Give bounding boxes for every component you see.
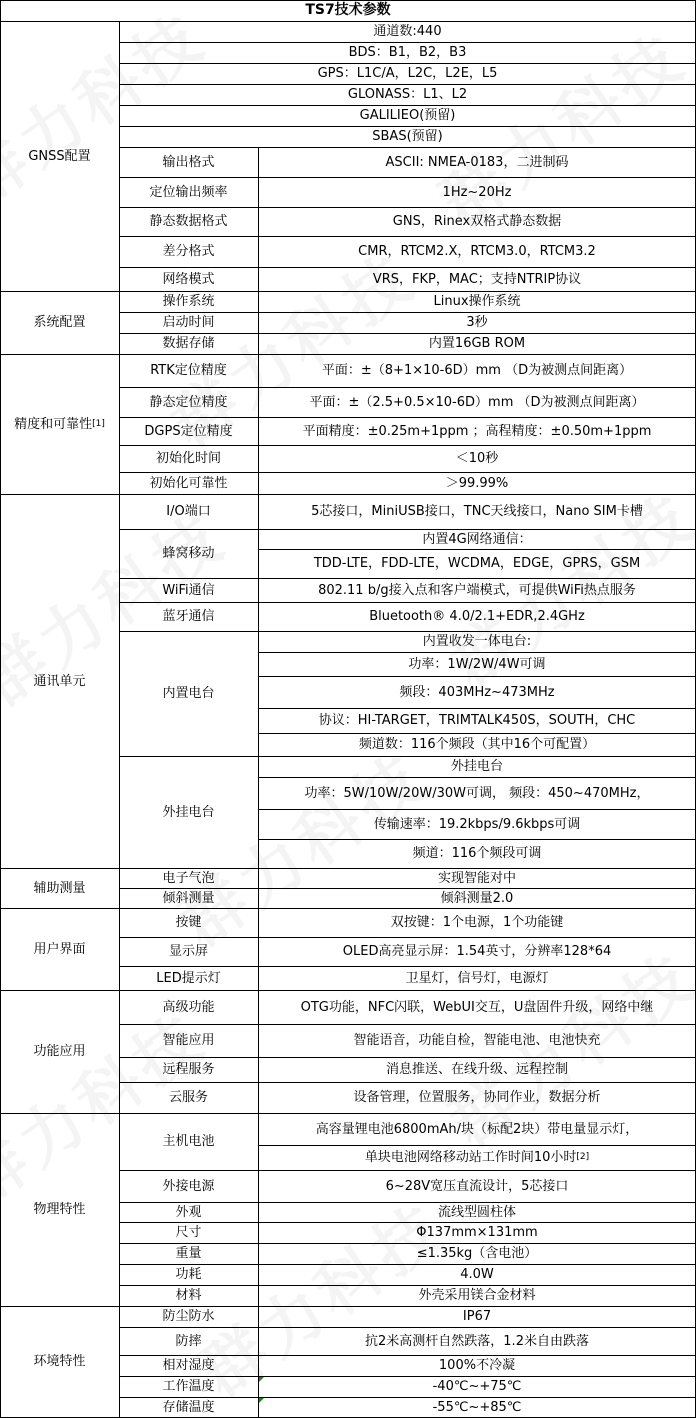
value-cell: Bluetooth® 4.0/2.1+EDR,2.4GHz — [369, 609, 585, 624]
footnote-ref: [2] — [576, 1152, 590, 1162]
value-cell: 传输速率：19.2kbps/9.6kbps可调 — [373, 816, 581, 832]
value-cell: 功率：5W/10W/20W/30W可调， 频段：450~470MHz， — [304, 785, 650, 801]
label-cell: 重量 — [175, 1246, 202, 1261]
value-cell: GNS，Rinex双格式静态数据 — [392, 214, 562, 229]
value-cell: TDD-LTE，FDD-LTE，WCDMA，EDGE，GPRS，GSM — [313, 556, 641, 571]
table-title: TS7技术参数 — [305, 2, 391, 18]
battery-runtime: 单块电池网络移动站工作时间10小时 — [364, 1150, 577, 1165]
value-cell: 频道数：116个频段（其中16个可配置） — [358, 737, 596, 752]
label-cell: 主机电池 — [162, 1134, 215, 1149]
label-cell: LED提示灯 — [156, 970, 221, 986]
value-cell: 6~28V宽压直流设计，5芯接口 — [385, 1178, 569, 1194]
label-cell: 网络模式 — [162, 271, 215, 287]
value-cell: 平面：±（2.5+0.5×10-6D）mm （D为被测点间距离） — [309, 394, 645, 410]
label-cell: 初始化可靠性 — [149, 475, 228, 491]
section-gnss: GNSS配置 — [28, 148, 91, 164]
value-cell: OLED高亮显示屏：1.54英寸，分辨率128*64 — [342, 944, 612, 959]
section-accuracy — [0, 354, 119, 494]
value-cell: 高容量锂电池6800mAh/块（标配2块）带电量显示灯， — [315, 1121, 639, 1137]
value-cell: ≤1.35kg（含电池） — [416, 1246, 538, 1261]
section-comm: 通讯单元 — [33, 673, 86, 689]
value-cell: 消息推送、在线升级、远程控制 — [385, 1062, 568, 1077]
label-cell: 云服务 — [168, 1090, 208, 1105]
label-cell: 存储温度 — [162, 1399, 215, 1415]
label-cell: 材料 — [175, 1288, 202, 1303]
value-cell: 内置4G网络通信： — [422, 531, 532, 547]
value-cell: 平面：±（8+1×10-6D）mm （D为被测点间距离） — [321, 363, 633, 378]
value-cell: ASCII: NMEA-0183，二进制码 — [385, 154, 569, 170]
label-cell: 相对湿度 — [162, 1358, 215, 1373]
value-cell: 100%不冷凝 — [438, 1358, 516, 1373]
label-cell: 防尘防水 — [162, 1309, 215, 1324]
value-cell: 实现智能对中 — [437, 870, 516, 886]
value-cell: ＞99.99% — [445, 475, 509, 491]
section-system: 系统配置 — [33, 315, 86, 330]
value-cell: GALILIEO(预留) — [359, 108, 456, 123]
label-cell: 工作温度 — [162, 1379, 215, 1394]
value-cell: 外挂电台 — [450, 759, 503, 774]
value-cell: -55℃~+85℃ — [432, 1399, 522, 1415]
label-cell: 外挂电台 — [162, 804, 215, 820]
section-accuracy-label: 精度和可靠性 — [14, 416, 93, 432]
value-cell: OTG功能，NFC闪联，WebUI交互，U盘固件升级，网络中继 — [300, 999, 654, 1015]
label-cell: 远程服务 — [162, 1062, 215, 1077]
label-cell: 初始化时间 — [155, 451, 221, 466]
value-cell: 5芯接口，MiniUSB接口，TNC天线接口，Nano SIM卡槽 — [311, 504, 643, 519]
label-cell: DGPS定位精度 — [144, 423, 233, 439]
cell-comment-flag — [259, 1398, 264, 1403]
label-cell: 蓝牙通信 — [162, 609, 215, 624]
label-cell: WiFi通信 — [162, 582, 215, 598]
label-cell: 外观 — [175, 1204, 202, 1220]
section-physical: 物理特性 — [33, 1202, 86, 1217]
footnote-ref: [1] — [92, 418, 105, 429]
label-cell: 启动时间 — [162, 315, 215, 330]
label-cell: 输出格式 — [162, 154, 215, 170]
label-cell: 电子气泡 — [162, 870, 215, 886]
value-cell: 3秒 — [466, 315, 488, 330]
value-cell: 802.11 b/g接入点和客户端模式，可提供WiFi热点服务 — [318, 582, 636, 598]
label-cell: 按键 — [175, 915, 202, 930]
value-cell: 倾斜测量2.0 — [440, 890, 514, 906]
label-cell: 防摔 — [175, 1333, 202, 1349]
value-cell: 内置收发一体电台: — [422, 634, 532, 649]
value-cell: 内置16GB ROM — [428, 336, 526, 351]
label-cell: 定位输出频率 — [149, 184, 228, 200]
value-cell: 1Hz~20Hz — [442, 184, 512, 200]
value-cell: 设备管理，位置服务，协同作业，数据分析 — [353, 1090, 601, 1105]
value-cell: Φ137mm×131mm — [416, 1225, 538, 1240]
value-cell: VRS，FKP，MAC；支持NTRIP协议 — [372, 271, 582, 287]
value-cell: -40℃~+75℃ — [432, 1379, 522, 1394]
label-cell: 差分格式 — [162, 244, 215, 259]
value-cell: 平面精度：±0.25m+1ppm ；高程精度：±0.50m+1ppm — [302, 423, 652, 439]
value-cell: 通道数:440 — [373, 24, 442, 39]
label-cell: 蜂窝移动 — [162, 546, 215, 561]
label-cell: 操作系统 — [162, 294, 215, 309]
value-cell: 功率：1W/2W/4W可调 — [408, 656, 546, 672]
value-cell: 外壳采用镁合金材料 — [418, 1288, 536, 1303]
label-cell: 显示屏 — [168, 944, 208, 959]
value-cell: CMR，RTCM2.X，RTCM3.0，RTCM3.2 — [358, 244, 596, 259]
label-cell: 倾斜测量 — [162, 890, 215, 906]
label-cell: 功耗 — [175, 1267, 202, 1282]
label-cell: RTK定位精度 — [150, 363, 227, 378]
value-cell: ＜10秒 — [455, 451, 499, 466]
value-cell: 抗2米高测杆自然跌落，1.2米自由跌落 — [365, 1333, 589, 1349]
section-ui: 用户界面 — [33, 941, 86, 957]
label-cell: 外接电源 — [162, 1178, 215, 1194]
value-cell: 双按键：1个电源，1个功能键 — [390, 915, 564, 930]
value-cell: BDS：B1，B2，B3 — [348, 45, 467, 60]
label-cell: I/O端口 — [166, 504, 211, 519]
value-cell: SBAS(预留) — [372, 129, 443, 144]
label-cell: 尺寸 — [175, 1225, 202, 1240]
value-cell: GLONASS：L1、L2 — [347, 87, 468, 102]
label-cell: 智能应用 — [162, 1033, 215, 1048]
value-cell: GPS：L1C/A，L2C，L2E，L5 — [317, 66, 498, 81]
section-function: 功能应用 — [33, 1044, 86, 1059]
section-environment: 环境特性 — [33, 1354, 86, 1369]
value-cell: 智能语音，功能自检，智能电池、电池快充 — [353, 1033, 601, 1048]
value-cell: 频段：403MHz~473MHz — [399, 684, 555, 700]
value-cell: 卫星灯，信号灯，电源灯 — [405, 970, 549, 986]
cell-comment-flag — [259, 1377, 264, 1382]
value-cell: 流线型圆柱体 — [437, 1204, 516, 1220]
label-cell: 内置电台 — [162, 686, 215, 701]
section-aux: 辅助测量 — [33, 880, 86, 896]
value-cell: Linux操作系统 — [433, 294, 521, 309]
value-cell: 协议：HI-TARGET，TRIMTALK450S，SOUTH，CHC — [318, 713, 636, 728]
label-cell: 高级功能 — [162, 999, 215, 1015]
label-cell: 数据存储 — [162, 336, 215, 351]
label-cell: 静态数据格式 — [149, 214, 228, 229]
value-cell — [258, 1145, 696, 1170]
value-cell: 4.0W — [460, 1267, 494, 1282]
value-cell: IP67 — [462, 1309, 492, 1324]
label-cell: 静态定位精度 — [149, 394, 228, 410]
value-cell: 频道：116个频段可调 — [412, 846, 542, 861]
